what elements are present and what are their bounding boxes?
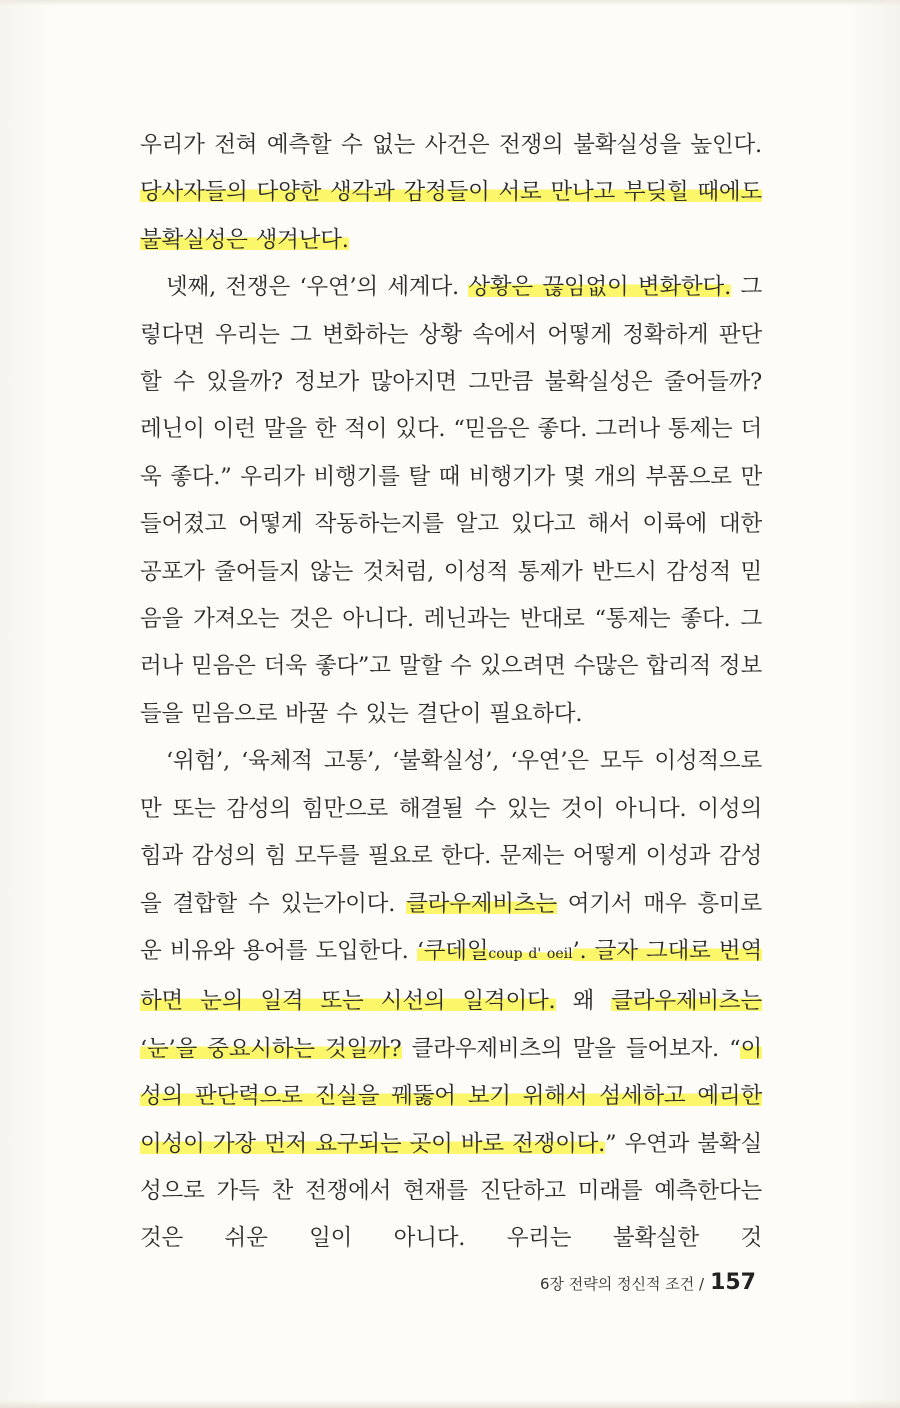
body-text-run: ‘위험’, ‘육체적 고통’, ‘불확실성’, ‘우연’은 모두 이성적으로만 또는 감성의 힘만으로 해결될 수 있는 것이 아니다. 이성의 힘과 감성의 힘 모두를 필요로 한다. 문제는 어떻게 이성과 감성을 결합할 수 있는가이다. bbox=[140, 748, 762, 917]
body-text-run: ” 우연과 불확실성으로 가득 찬 전쟁에서 현재를 진단하고 미래를 예측한다는 것은 쉬운 일이 아니다. 우리는 불확실한 것 bbox=[140, 1130, 762, 1252]
page-bottom-edge bbox=[0, 1400, 900, 1408]
running-footer-chapter: 6장 전략의 정신적 조건 / bbox=[539, 1275, 705, 1293]
page-number: 157 bbox=[710, 1270, 756, 1295]
paragraph-2 bbox=[140, 264, 762, 738]
body-text bbox=[140, 122, 762, 1263]
body-text-run: 넷째, 전쟁은 ‘우연’의 세계다. bbox=[166, 274, 469, 301]
body-text-run: 여기서 매우 흥미로운 비유와 용어를 도입한다. bbox=[140, 890, 762, 964]
body-text-run: 우리가 전혀 예측할 수 없는 사건은 전쟁의 불확실성을 높인다. bbox=[140, 132, 762, 158]
paragraph-3 bbox=[140, 738, 762, 1262]
highlighted-text: 클라우제비츠는 bbox=[406, 890, 557, 917]
highlighted-text: 당사자들의 다양한 생각과 감정들이 서로 만나고 부딪힐 때에도 불확실성은 생겨난다. bbox=[140, 179, 762, 253]
highlighted-text: 상황은 끊임없이 변화한다. bbox=[468, 274, 732, 301]
body-text-run: 클라우제비츠의 말을 들어보자. “ bbox=[401, 1035, 741, 1062]
highlighted-text: ’. 글자 그대로 번역하면 눈의 일격 또는 시선의 일격이다. bbox=[140, 937, 762, 1015]
highlighted-text: ‘쿠데일 bbox=[416, 937, 489, 964]
highlighted-text: 이성의 판단력으로 진실을 꿰뚫어 보기 위해서 섬세하고 예리한 이성이 가장 먼저 요구되는 곳이 바로 전쟁이다. bbox=[140, 1035, 762, 1157]
page-top-edge bbox=[0, 0, 900, 6]
highlighted-text: coup d' oeil bbox=[488, 945, 573, 962]
page-footer bbox=[540, 1270, 756, 1295]
paragraph-1 bbox=[140, 122, 762, 264]
body-text-run: 그렇다면 우리는 그 변화하는 상황 속에서 어떻게 정확하게 판단할 수 있을까? 정보가 많아지면 그만큼 불확실성은 줄어들까? 레닌이 이런 말을 한 적이 있다. “믿음은 좋다. 그러나 통제는 더욱 좋다.” 우리가 비행기를 탈 때 비행기가 몇 개의 부품으로 만들어졌고 어떻게 작동하는지를 알고 있다고 해서 이륙에 대한 공포가 줄어들지 않는 것처럼, 이성적 통제가 반드시 감성적 믿음을 가져오는 것은 아니다. 레닌과는 반대로 “통제는 좋다. 그러나 믿음은 더욱 좋다”고 말할 수 있으려면 수많은 합리적 정보들을 믿음으로 바꿀 수 있는 결단이 필요하다. bbox=[140, 274, 762, 727]
highlighted-text: 클라우제비츠는 ‘눈’을 중요시하는 것일까? bbox=[140, 988, 762, 1062]
body-text-run: 왜 bbox=[555, 988, 612, 1015]
